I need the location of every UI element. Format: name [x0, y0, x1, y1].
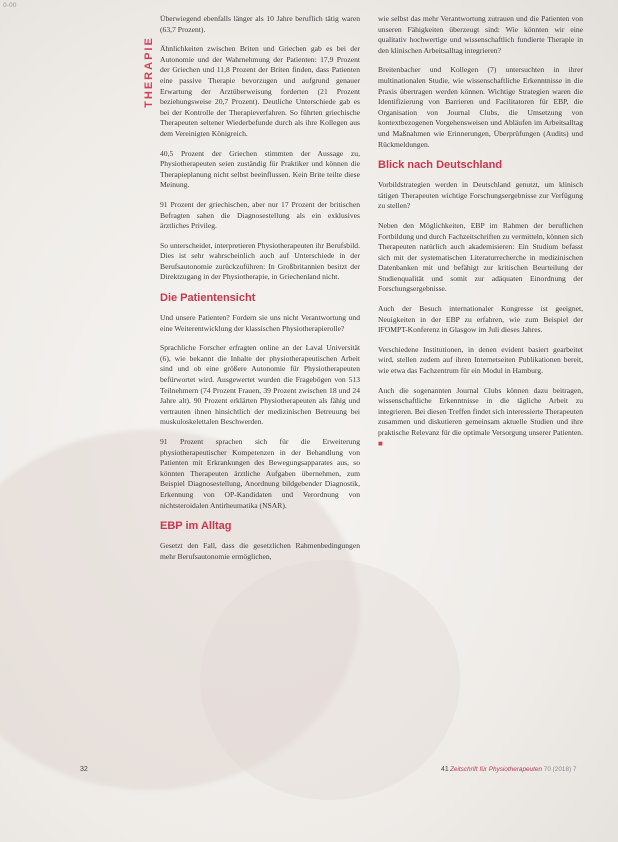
- paragraph: Gesetzt den Fall, dass die gesetzlichen Rahmenbedingungen mehr Berufsautonomie ermöglichen,: [160, 541, 360, 561]
- paragraph: Breitenbacher und Kollegen (7) untersuchten in ihrer multinationalen Studie, wie wissenschaftliche Erkenntnisse in die Praxis übertragen werden können. Wichtige Strategien waren die Identifizierung von Barrieren und Facilitatoren für EBP, die Organisation von Journal Clubs, die Umsetzung von kontextbezogenen Vorgehensweisen und Abläufen im Arbeitsalltag und Maßnahmen wie Erinnerungen, Überprüfungen (Audits) und Rückmeldungen.: [378, 65, 583, 149]
- paragraph: Neben den Möglichkeiten, EBP im Rahmen der beruflichen Fortbildung und durch Fachzeitschriften zu vermitteln, können sich Therapeuten natürlich auch akademisieren: Ein Studium befasst sich mit der systematischen Literaturrecherche in medizinischen Datenbanken mit und befähigt zur kritischen Beurteilung der Studienqualität und somit zur adäquaten Einordnung der Forschungsergebnisse.: [378, 220, 583, 294]
- paragraph: 91 Prozent der griechischen, aber nur 17 Prozent der britischen Befragten sahen die Diagnosestellung als ein exklusives ärztliches Privileg.: [160, 199, 360, 231]
- paragraph: Ähnlichkeiten zwischen Briten und Griechen gab es bei der Autonomie und der Wahrnehmung der Patienten: 17,9 Prozent der Griechen und 11,8 Prozent der Briten finden, dass Patienten eine passive Therapie bevorzugen und aufgrund genauer Erwartung der Arztüberweisung forderten (21 Prozent beziehungsweise 20,7 Prozent). Deutliche Unterschiede gab es bei der Kontrolle der Therapieverfahren. So führten griechische Therapeuten seltener Wiederbefunde durch als ihre Kollegen aus dem Vereinigten Königreich.: [160, 44, 360, 138]
- paragraph: 40,5 Prozent der Griechen stimmten der Aussage zu, Physiotherapeuten seien zuständig für Praktiker und können die Therapieplanung nicht selbst beeinflussen. Kein Brite teilte diese Meinung.: [160, 148, 360, 190]
- corner-mark: 0-00: [3, 2, 17, 9]
- paragraph: Verschiedene Institutionen, in denen evident basiert gearbeitet wird, stellen zudem auf ihren Internetseiten Publikationen bereit, wie etwa das Fachzentrum für ein Modul in Hamburg.: [378, 344, 583, 376]
- left-column: [160, 14, 360, 571]
- section-label: THERAPIE: [143, 36, 155, 108]
- footer-magazine: [450, 766, 576, 773]
- magazine-title: Zeitschrift für Physiotherapeuten: [450, 766, 542, 773]
- section-heading: Die Patientensicht: [160, 292, 256, 305]
- paragraph: So unterscheidet, interpretieren Physiotherapeuten ihr Berufsbild. Dies ist sehr wahrscheinlich auch auf Unterschiede in der Berufsautonomie zurückzuführen: In Großbritannien besitzt der Direktzugang in der Physiotherapie, in Griechenland nicht.: [160, 240, 360, 282]
- page-number-right: 41: [441, 766, 449, 773]
- paragraph: wie selbst das mehr Verantwortung zutrauen und die Patienten von unseren Fähigkeiten überzeugt sind: Wie könnten wir eine qualitativ hochwertige und wissenschaftlich fundierte Therapie in den klinischen Arbeitsalltag integrieren?: [378, 14, 583, 55]
- paragraph: Sprachliche Forscher erfragten online an der Laval Universität (6), wie bekannt die Inhalte der physiotherapeutischen Arbeit sind und ob eine größere Autonomie für Physiotherapeuten befürwortet wird. Ausgewertet wurden die Fragebögen von 513 Teilnehmern (74 Prozent Frauen, 39 Prozent zwischen 18 und 24 Jahre alt). 90 Prozent erklärten Physiotherapeuten als fähig und vertrauten ihnen hinsichtlich der medizinischen Betreuung bei muskuloskelettalen Beschwerden.: [160, 343, 360, 427]
- section-tab: [140, 18, 156, 128]
- end-mark-icon: ■: [378, 438, 383, 448]
- right-column: [378, 14, 583, 458]
- page-number-left: 32: [80, 766, 88, 773]
- section-heading: Blick nach Deutschland: [378, 159, 503, 172]
- paragraph-text: Auch die sogenannten Journal Clubs können dazu beitragen, wissenschaftliche Erkenntnisse in die tägliche Arbeit zu integrieren. Bei diesen Treffen findet sich interessierte Therapeuten zusammen und diskutieren gemeinsam aktuelle Studien und ihre praktische Relevanz für die optimale Versorgung unserer Patienten.: [378, 385, 583, 437]
- issue-number: 70 (2018) 7: [543, 766, 577, 773]
- paragraph: Vorbildstrategien werden in Deutschland genutzt, um klinisch tätigen Therapeuten wichtige Forschungsergebnisse zur Verfügung zu stellen?: [378, 180, 583, 211]
- section-heading: EBP im Alltag: [160, 520, 232, 533]
- paragraph: [378, 386, 583, 450]
- paragraph: Auch der Besuch internationaler Kongresse ist geeignet, Neuigkeiten in der EBP zu erfahren, wie zum Beispiel der IFOMPT-Konferenz in Glasgow im Juli dieses Jahres.: [378, 304, 583, 335]
- paragraph: 91 Prozent sprachen sich für die Erweiterung physiotherapeutischer Kompetenzen in der Behandlung von Patienten mit Erkrankungen des Bewegungsapparates aus, so könnten Therapeuten ärztliche Aufgaben übernehmen, zum Beispiel Diagnosestellung, Anordnung bildgebender Diagnostik, Erkennung von OP-Kandidaten und Verordnung von nichtsteroidalen Antirheumatika (NSAR).: [160, 437, 360, 510]
- paragraph: Überwiegend ebenfalls länger als 10 Jahre beruflich tätig waren (63,7 Prozent).: [160, 14, 360, 34]
- background-swirl-secondary: [200, 560, 460, 800]
- paragraph: Und unsere Patienten? Fordern sie uns nicht Verantwortung und eine Weiterentwicklung der klassischen Physiotherapierolle?: [160, 313, 360, 333]
